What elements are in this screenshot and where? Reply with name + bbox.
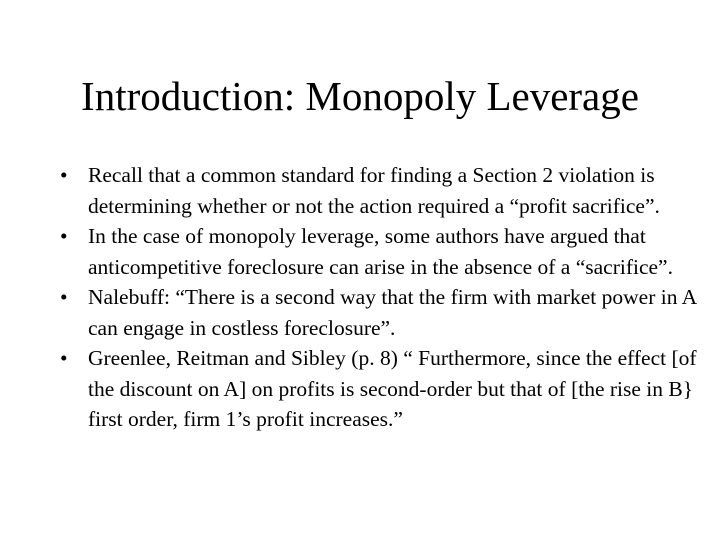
slide-title: Introduction: Monopoly Leverage (81, 73, 639, 119)
bullet-item (60, 221, 700, 282)
bullet-text: Recall that a common standard for finding a Section 2 violation is determining whether or not the action required a “profit sacrifice”. (88, 163, 660, 218)
bullet-text: In the case of monopoly leverage, some authors have argued that anticompetitive foreclosure can arise in the absence of a “sacrifice”. (88, 224, 673, 279)
bullet-text: Greenlee, Reitman and Sibley (p. 8) “ Furthermore, since the effect [of the discount on A] on profits is second-order but that of [the rise in B} first order, firm 1’s profit increases.” (88, 346, 697, 431)
bullet-item (60, 282, 700, 343)
bullet-text: Nalebuff: “There is a second way that the firm with market power in A can engage in costless foreclosure”. (88, 285, 696, 340)
bullet-dot-icon: • (60, 285, 68, 309)
bullet-item (60, 343, 700, 435)
bullet-item (60, 160, 700, 221)
bullet-list (60, 160, 700, 435)
bullet-dot-icon: • (60, 224, 68, 248)
bullet-dot-icon: • (60, 346, 68, 370)
bullet-dot-icon: • (60, 163, 68, 187)
